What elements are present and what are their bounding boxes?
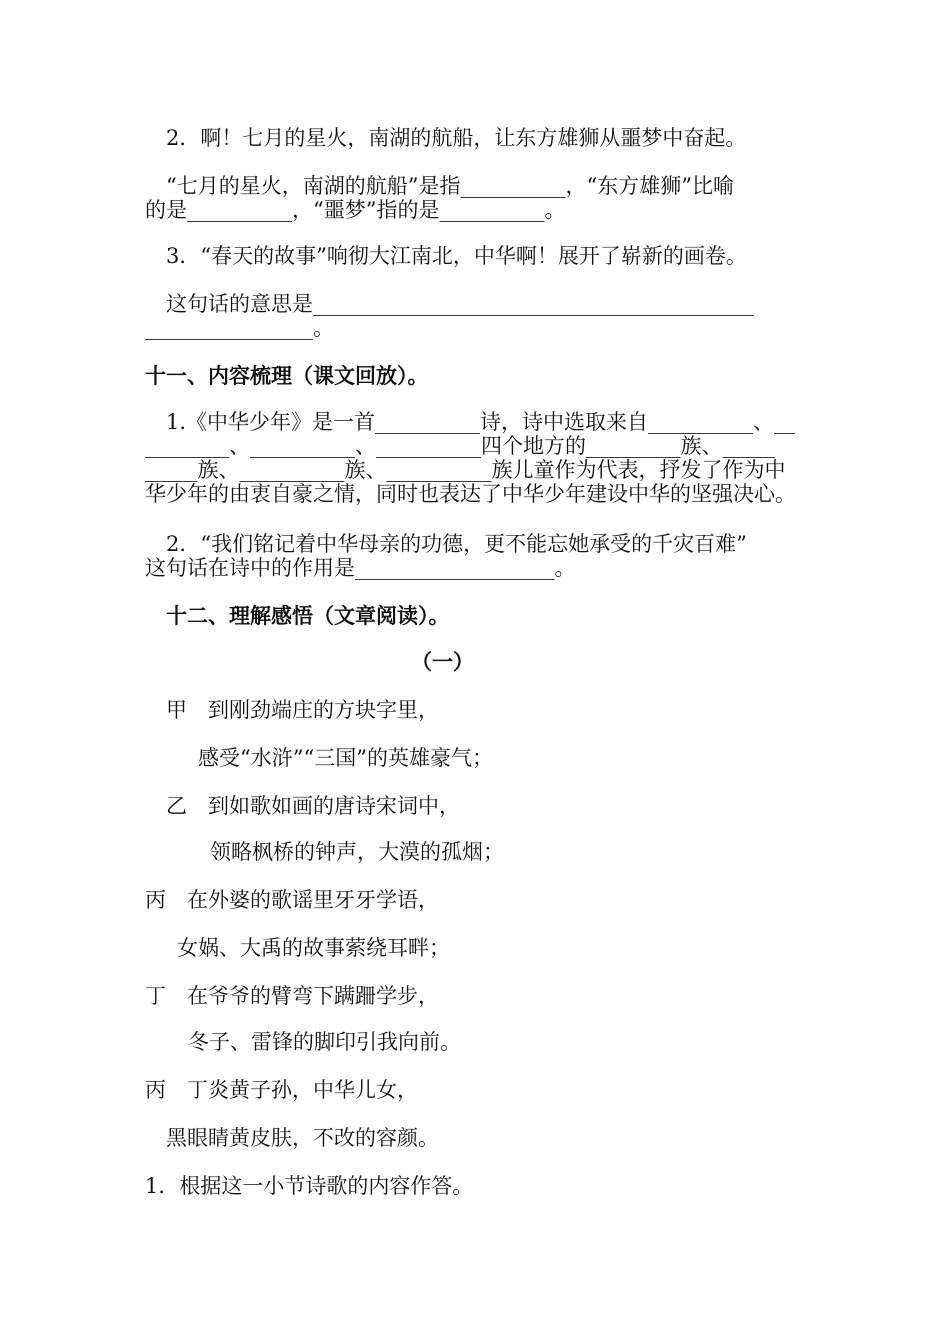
poem-line-3: 乙 到如歌如画的唐诗宋词中， [166,794,460,818]
question-3-blank-line-1: 这句话的意思是__________________________________________ [166,292,754,316]
poem-line-8: 冬子、雷锋的脚印引我向前。 [188,1030,461,1054]
section-11-q1-line-3: _____族、__________族、__________族儿童作为代表，抒发了作为中 [145,458,786,482]
section-12-heading: 十二、理解感悟（文章阅读）。 [166,603,450,628]
poem-line-4: 领略枫桥的钟声，大漠的孤烟； [210,840,504,864]
section-11-q1-line-1: 1.《中华少年》是一首__________诗，诗中选取来自__________、__ [166,410,796,434]
poem-line-2: 感受“水浒”“三国”的英雄豪气； [198,746,493,770]
poem-line-6: 女娲、大禹的故事萦绕耳畔； [177,936,450,960]
section-11-q1-line-2: ________、__________、__________四个地方的_________族、_____ [145,434,775,458]
passage-1-heading: （一） [411,649,474,674]
section-11-q2-line-1: 2．“我们铭记着中华母亲的功德，更不能忘她承受的千灾百难” [166,532,747,556]
poem-line-1: 甲 到刚劲端庄的方块字里， [166,698,439,722]
section-11-q1-line-4: 华少年的由衷自豪之情，同时也表达了中华少年建设中华的坚强决心。 [145,482,796,506]
question-2-blank-line-2: 的是__________，“噩梦”指的是__________。 [145,198,566,222]
question-1-prompt: 1．根据这一小节诗歌的内容作答。 [145,1174,474,1198]
section-11-heading: 十一、内容梳理（课文回放）。 [145,363,429,388]
question-3-blank-line-2: ________________。 [145,316,334,340]
poem-line-9: 丙 丁炎黄子孙，中华儿女， [145,1078,418,1102]
poem-line-7: 丁 在爷爷的臂弯下蹒跚学步， [145,984,439,1008]
question-2-blank-line-1: “七月的星火，南湖的航船”是指__________，“东方雄狮”比喻 [166,174,734,198]
poem-line-10: 黑眼睛黄皮肤，不改的容颜。 [166,1126,439,1150]
question-3-text: 3．“春天的故事”响彻大江南北，中华啊！展开了崭新的画卷。 [166,244,747,268]
section-11-q2-line-2: 这句话在诗中的作用是___________________。 [145,556,576,580]
question-2-text: 2．啊！七月的星火，南湖的航船，让东方雄狮从噩梦中奋起。 [166,126,747,150]
poem-line-5: 丙 在外婆的歌谣里牙牙学语， [145,888,439,912]
